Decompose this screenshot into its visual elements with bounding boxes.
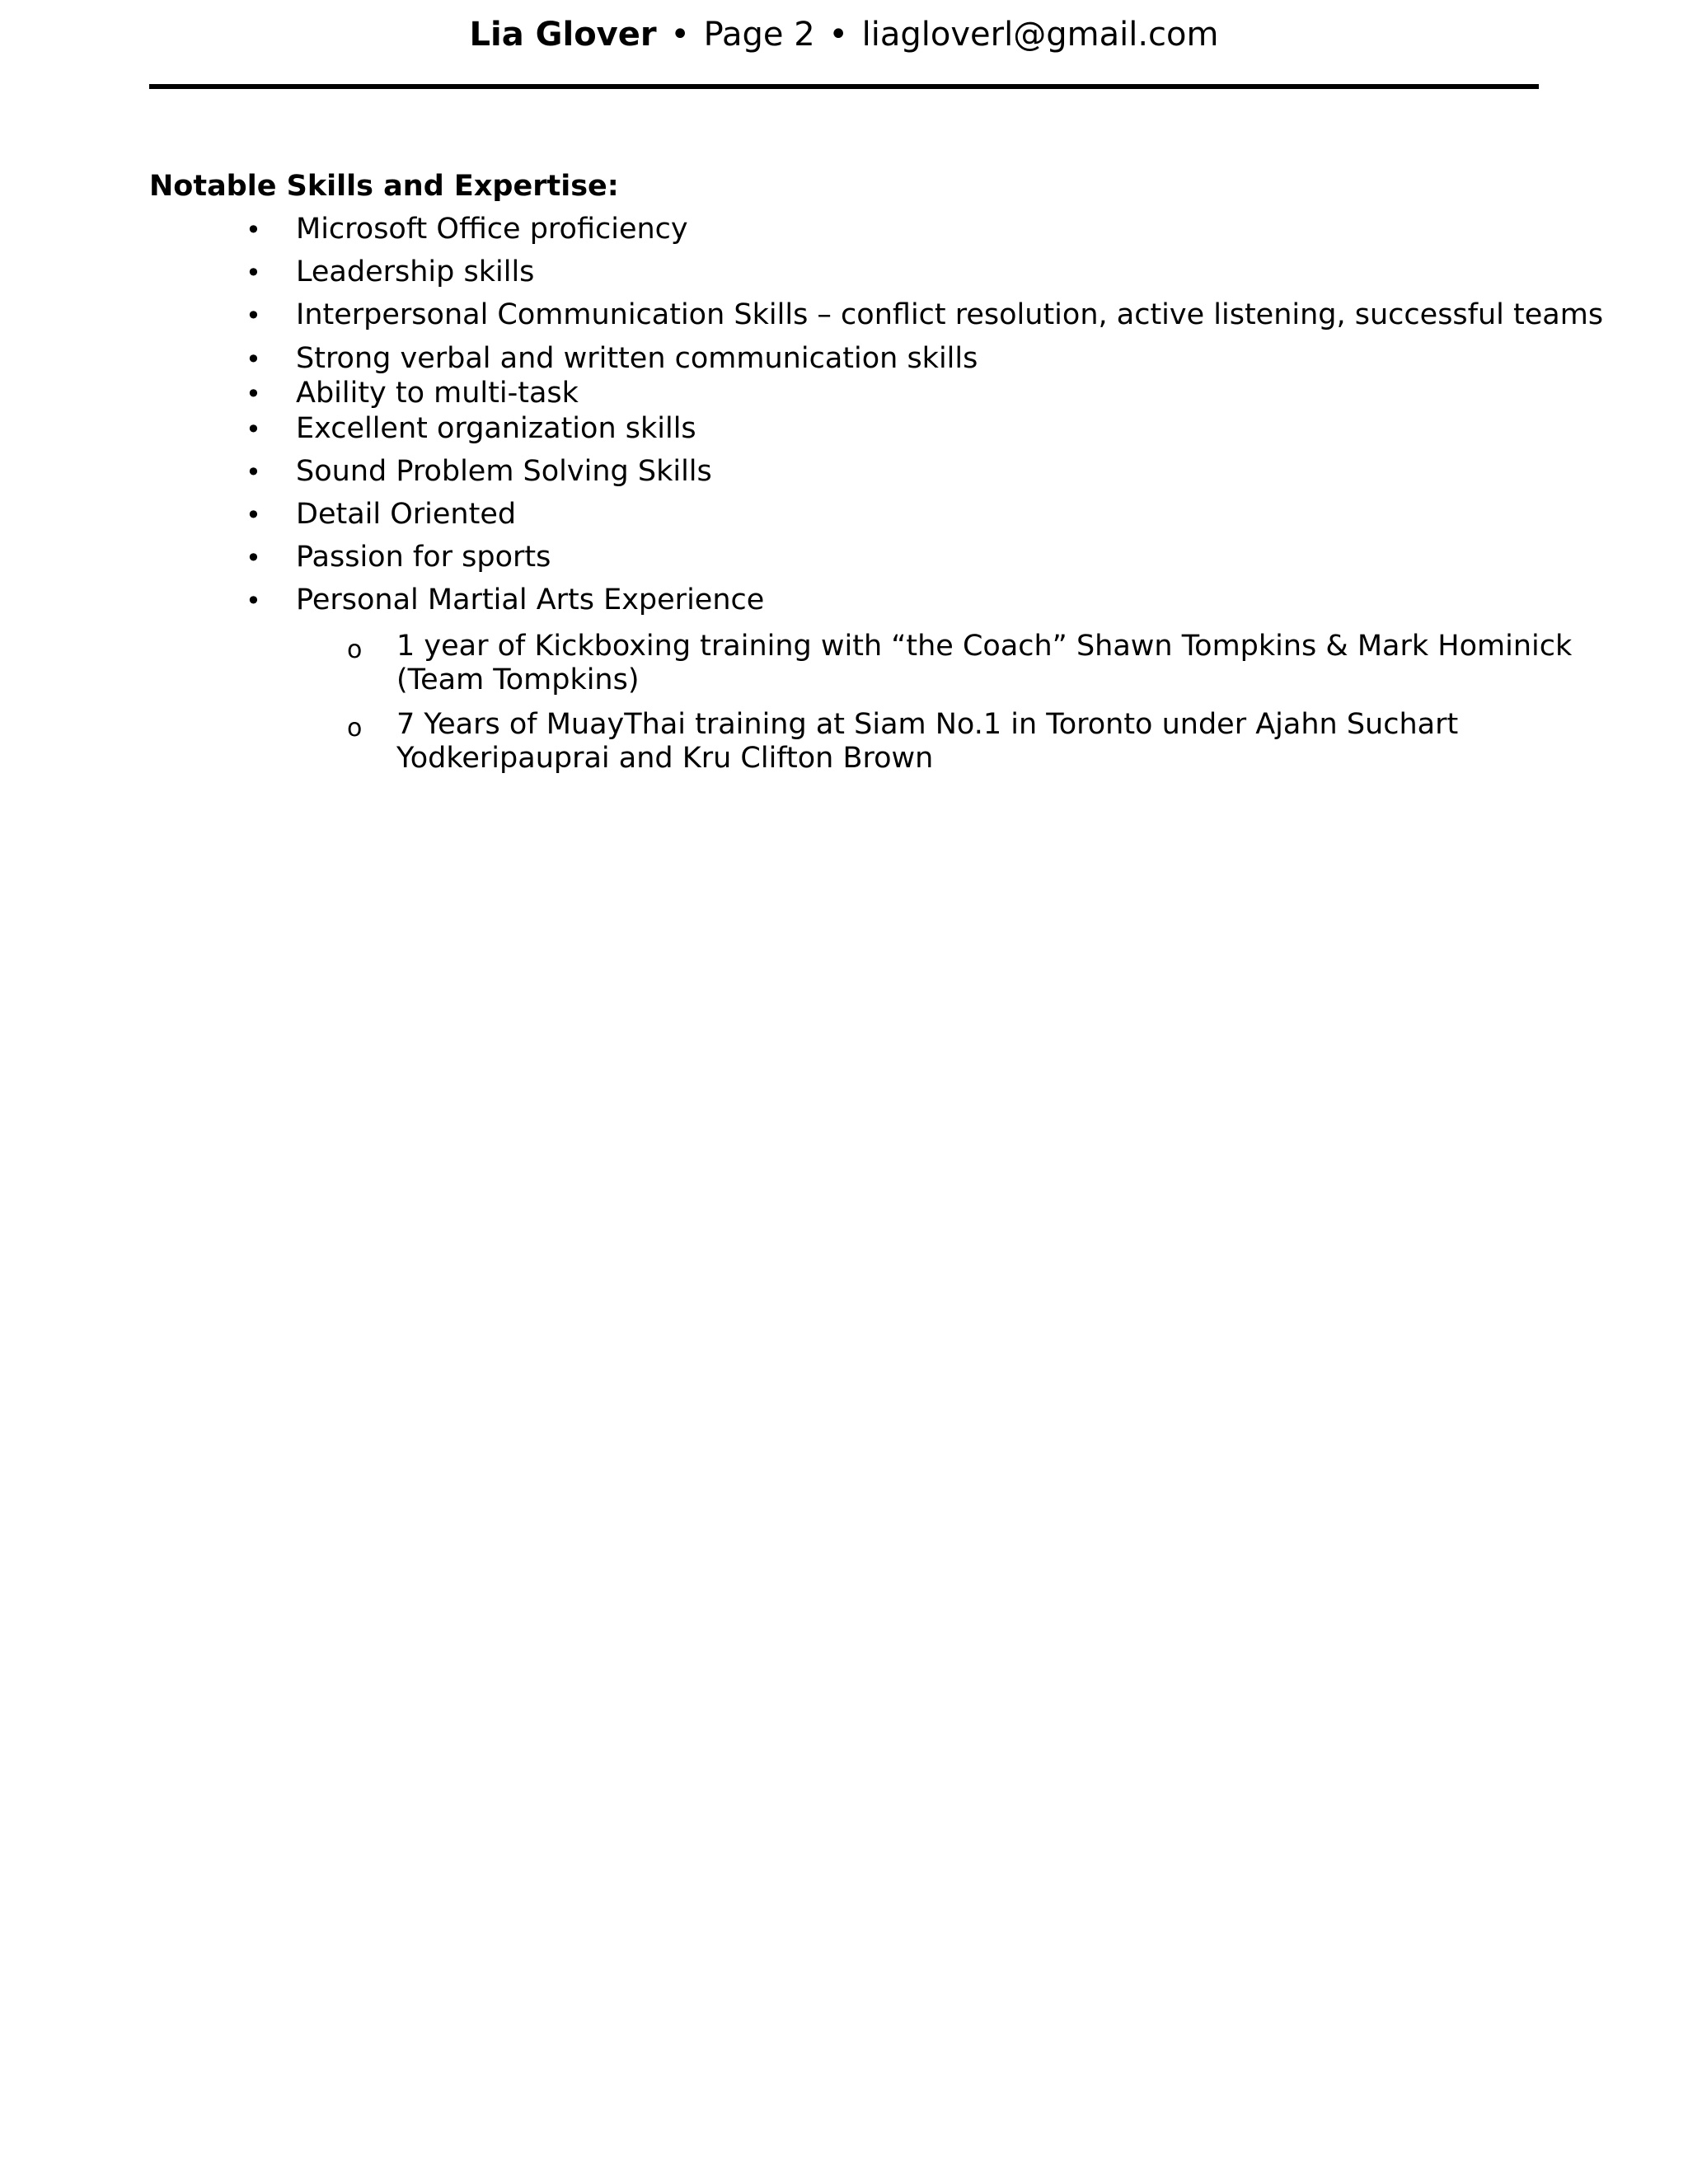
bullet-icon: • xyxy=(246,344,261,375)
list-item-text: Interpersonal Communication Skills – conflict resolution, active listening, successful teams xyxy=(296,298,1604,331)
bullet-icon: • xyxy=(246,378,261,410)
header-name: Lia Glover xyxy=(469,16,657,54)
header-email: liagloverl@gmail.com xyxy=(861,16,1219,54)
hollow-bullet-icon: o xyxy=(347,635,363,664)
list-item-text: Personal Martial Arts Experience xyxy=(296,583,765,616)
section-title: Notable Skills and Expertise: xyxy=(149,170,619,203)
header-divider xyxy=(149,84,1539,89)
page-header xyxy=(0,12,1688,58)
sub-list-item-text: 7 Years of MuayThai training at Siam No.1 in Toronto under Ajahn Suchart xyxy=(396,708,1459,741)
list-item-text: Passion for sports xyxy=(296,541,551,574)
list-item-text: Microsoft Office proficiency xyxy=(296,213,688,246)
list-item-text: Ability to multi-task xyxy=(296,377,579,410)
list-item-text: Excellent organization skills xyxy=(296,412,696,445)
list-item-text: Sound Problem Solving Skills xyxy=(296,455,712,488)
bullet-icon: • xyxy=(246,414,261,445)
bullet-icon: • xyxy=(246,457,261,488)
header-separator: • xyxy=(670,16,690,54)
list-item-text: Detail Oriented xyxy=(296,498,517,531)
list-item-text: Leadership skills xyxy=(296,255,535,288)
list-item-text: Strong verbal and written communication skills xyxy=(296,342,978,375)
header-page-number: Page 2 xyxy=(703,16,815,54)
bullet-icon: • xyxy=(246,257,261,288)
bullet-icon: • xyxy=(246,585,261,616)
sub-list-item-text: 1 year of Kickboxing training with “the Coach” Shawn Tompkins & Mark Hominick xyxy=(396,630,1573,663)
bullet-icon: • xyxy=(246,214,261,246)
bullet-icon: • xyxy=(246,542,261,574)
bullet-icon: • xyxy=(246,300,261,331)
sub-list-item-text: (Team Tompkins) xyxy=(396,663,640,696)
bullet-icon: • xyxy=(246,499,261,531)
header-separator: • xyxy=(828,16,848,54)
hollow-bullet-icon: o xyxy=(347,714,363,743)
sub-list-item-text: Yodkeripauprai and Kru Clifton Brown xyxy=(396,742,934,775)
